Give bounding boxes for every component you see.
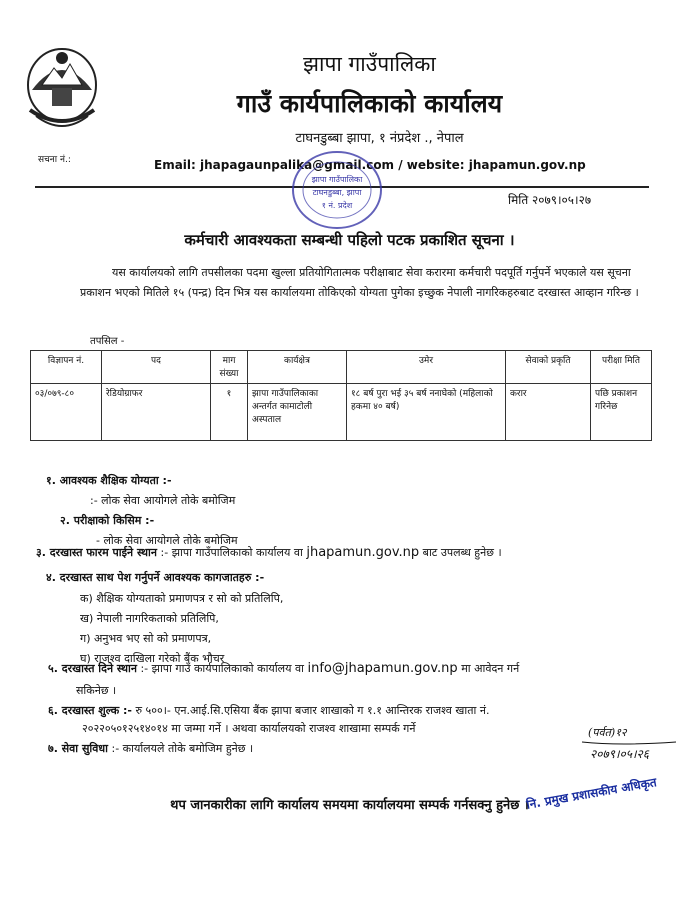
req-5-email-link[interactable]: info@jhapamun.gov.np [307,661,458,676]
req-2-text: - लोक सेवा आयोगले तोके बमोजिम [96,534,238,547]
column-header: विज्ञापन नं. [31,351,102,384]
req-6-line2 [82,721,415,736]
req-4-item: घ) राजश्व दाखिला गरेको बैंक भौचर [80,652,225,665]
column-header: परीक्षा मिति [591,351,652,384]
notice-date: मिति २०७९।०५।२७ [508,193,592,207]
reference-number-label: सचना नं.: [38,155,71,165]
column-header: उमेर [347,351,506,384]
cell-workplace: झापा गाउँपालिकाका अन्तर्गत कामाटोली अस्पताल [248,384,347,441]
req-1-text: :- लोक सेवा आयोगले तोके बमोजिम [90,494,236,507]
details-label: तपसिल - [90,336,125,347]
req-5-title: ५. दरखास्त दिने स्थान [48,662,137,675]
req-6-title: ६. दरखास्त शुल्क :- [48,704,132,717]
req-5-line [48,661,519,676]
req-3-website-link[interactable]: jhapamun.gov.np [306,545,420,560]
office-address: टाघनडुब्बा झापा, १ नंप्रदेश ., नेपाल [295,131,464,146]
column-header: कार्यक्षेत्र [248,351,347,384]
email-link[interactable]: jhapagaunpalika@gmail.com [200,158,395,172]
signature-date: २०७९।०५।२६ [590,747,650,761]
req-6-account: २०२२०५०१२५१४०१४ [82,722,168,735]
website-link[interactable]: jhapamun.gov.np [468,158,586,172]
req-3-text: :- झापा गाउँपालिकाको कार्यालय वा [160,546,303,559]
req-7-line [48,741,253,756]
cell-ad-number: ०३/०७९-८० [31,384,102,441]
req-1-title: १. आवश्यक शैक्षिक योग्यता :- [46,474,172,487]
cell-count: १ [211,384,248,441]
req-4-item: ख) नेपाली नागरिकताको प्रतिलिपि, [80,612,219,625]
office-stamp [290,148,385,233]
req-3-tail: बाट उपलब्ध हुनेछ । [422,546,502,559]
req-6-line [48,703,489,718]
table-row [31,384,652,441]
notice-intro: यस कार्यालयको लागि तपसीलका पदमा खुल्ला प्रतियोगितात्मक परीक्षाबाट सेवा करारमा कर्मचारी पदपूर्ति गर्नुपर्ने भएकाले यस सूचना प्रकाशन भएको मितिले १५ (पन्द्र) दिन भित्र यस कार्यालयमा तोकिएको योग्यता पुगेका इच्छुक नेपाली नागरिकहरुबाट दरखास्त आव्हान गरिन्छ । [80,266,639,299]
req-7-title: ७. सेवा सुविधा [48,742,108,755]
req-3-line [36,545,502,560]
stamp-line-2: टाघनडुब्बा, झापा [312,188,362,197]
req-4-title: ४. दरखास्त साथ पेश गर्नुपर्ने आवश्यक कागजातहरु :- [46,571,265,584]
signature [580,720,680,765]
chief-officer-stamp: नि. प्रमुख प्रशासकीय अधिकृत [525,775,658,812]
stamp-line-1: झापा गाउँपालिका [311,175,363,184]
req-5-text: :- झापा गाउँ कार्यपालिकाको कार्यालय वा [140,662,304,675]
office-name: झापा गाउँपालिका [303,52,436,76]
vacancy-table [30,350,652,441]
table-header-row [31,351,652,384]
cell-age: १८ बर्ष पुरा भई ३५ बर्ष ननाघेको (महिलाको हकमा ४० बर्ष) [347,384,506,441]
req-5-tail: मा आवेदन गर्न [461,662,520,675]
req-4-item: क) शैक्षिक योग्यताको प्रमाणपत्र र सो को प्रतिलिपि, [80,592,284,605]
email-label: Email: [154,158,196,172]
req-7-text: :- कार्यालयले तोके बमोजिम हुनेछ । [111,742,254,755]
cell-post: रेडियोग्राफर [102,384,211,441]
req-6-tail: मा जम्मा गर्ने । अथवा कार्यालयको राजश्व शाखामा सम्पर्क गर्ने [171,722,416,735]
website-label: / website: [398,158,465,172]
column-header: माग संख्या [211,351,248,384]
closing-note: थप जानकारीका लागि कार्यालय समयमा कार्यालयमा सम्पर्क गर्नसक्नु हुनेछ । [170,798,529,813]
cell-exam-date: पछि प्रकाशन गरिनेछ [591,384,652,441]
req-4-item: ग) अनुभव भए सो को प्रमाणपत्र, [80,632,212,645]
office-title: गाउँ कार्यपालिकाको कार्यालय [236,89,503,118]
notice-title: कर्मचारी आवश्यकता सम्बन्धी पहिलो पटक प्रकाशित सूचना । [184,231,515,249]
cell-service-type: करार [506,384,591,441]
req-2-title: २. परीक्षाको किसिम :- [60,514,155,527]
column-header: पद [102,351,211,384]
req-5-tail2: सकिनेछ । [76,684,117,697]
signature-name: (पर्वत)१२ [588,726,627,739]
stamp-line-3: १ नं. प्रदेश [321,201,353,210]
req-3-title: ३. दरखास्त फारम पाईने स्थान [36,546,158,559]
req-6-text: रु ५००।- एन.आई.सि.एसिया बैंक झापा बजार शाखाको ग १.१ आन्तिरक राजश्व खाता नं. [135,704,490,717]
column-header: सेवाको प्रकृति [506,351,591,384]
